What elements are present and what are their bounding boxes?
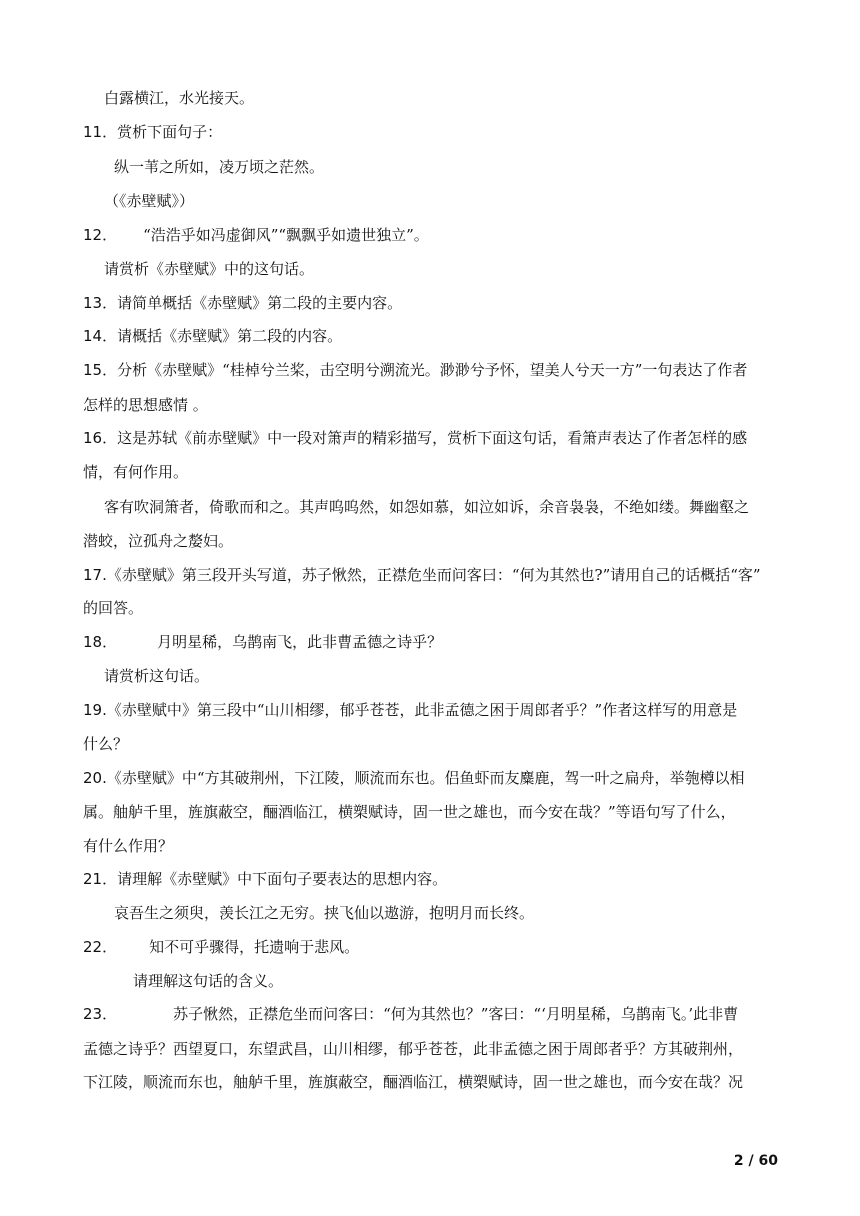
question-18: 18． 月明星稀，乌鹊南飞，此非曹孟德之诗乎？ xyxy=(83,633,443,651)
question-14: 14．请概括《赤壁赋》第二段的内容。 xyxy=(83,327,343,345)
question-19: 19.《赤壁赋中》第三段中“山川相缪，郁乎苍苍，此非孟德之困于周郎者乎？”作者这样写的用意是 xyxy=(83,701,738,719)
quoted-sentence: 纵一苇之所如，凌万顷之茫然。 xyxy=(114,158,325,176)
text-line: 属。舳舻千里，旌旗蔽空，酾酒临江，横槊赋诗，固一世之雄也，而今安在哉？”等语句写了什么， xyxy=(83,803,736,821)
question-13: 13．请简单概括《赤壁赋》第二段的主要内容。 xyxy=(83,294,403,312)
text-line: 请赏析这句话。 xyxy=(104,667,210,685)
question-12: 12． “浩浩乎如冯虚御风”“飘飘乎如遗世独立”。 xyxy=(83,226,429,244)
question-11: 11．赏析下面句子： xyxy=(83,123,223,141)
text-line: 孟德之诗乎？西望夏口，东望武昌，山川相缪，郁乎苍苍，此非孟德之困于周郎者乎？方其破荆州， xyxy=(83,1040,744,1058)
text-line: 有什么作用？ xyxy=(83,837,174,855)
source-note: （《赤壁赋》） xyxy=(104,192,195,210)
question-21: 21．请理解《赤壁赋》中下面句子要表达的思想内容。 xyxy=(83,870,448,888)
text-line: 的回答。 xyxy=(83,599,144,617)
text-line: 情，有何作用。 xyxy=(83,463,189,481)
question-17: 17.《赤壁赋》第三段开头写道，苏子愀然，正襟危坐而问客曰：“何为其然也?”请用自己的话概括“客” xyxy=(83,566,761,584)
question-22: 22． 知不可乎骤得，托遗响于悲风。 xyxy=(83,938,360,956)
question-23: 23． 苏子愀然，正襟危坐而问客曰：“何为其然也？”客曰：“‘月明星稀，乌鹊南飞。’此非曹 xyxy=(83,1005,739,1023)
text-line: 下江陵，顺流而东也，舳舻千里，旌旗蔽空，酾酒临江，横槊赋诗，固一世之雄也，而今安在哉？况 xyxy=(83,1073,744,1091)
quoted-passage: 客有吹洞箫者，倚歌而和之。其声呜呜然，如怨如慕，如泣如诉，余音袅袅，不绝如缕。舞幽壑之 xyxy=(104,498,750,516)
text-line: 什么？ xyxy=(83,735,129,753)
text-line: 怎样的思想感情 。 xyxy=(83,396,208,414)
quoted-sentence: 哀吾生之须臾，羡长江之无穷。挟飞仙以遨游，抱明月而长终。 xyxy=(114,904,535,922)
text-line: 请理解这句话的含义。 xyxy=(133,972,284,990)
quoted-passage: 潜蛟，泣孤舟之嫠妇。 xyxy=(83,532,234,550)
question-20: 20.《赤壁赋》中“方其破荆州，下江陵，顺流而东也。侣鱼虾而友麋鹿，驾一叶之扁舟，举匏樽以相 xyxy=(83,769,745,787)
page-number: 2 / 60 xyxy=(733,1153,778,1169)
text-line: 请赏析《赤壁赋》中的这句话。 xyxy=(104,260,315,278)
text-line: 白露横江，水光接天。 xyxy=(104,89,255,107)
question-15: 15．分析《赤壁赋》“桂棹兮兰桨，击空明兮溯流光。渺渺兮予怀，望美人兮天一方”一句表达了作者 xyxy=(83,361,748,379)
question-16: 16．这是苏轼《前赤壁赋》中一段对箫声的精彩描写，赏析下面这句话，看箫声表达了作者怎样的感 xyxy=(83,429,748,447)
